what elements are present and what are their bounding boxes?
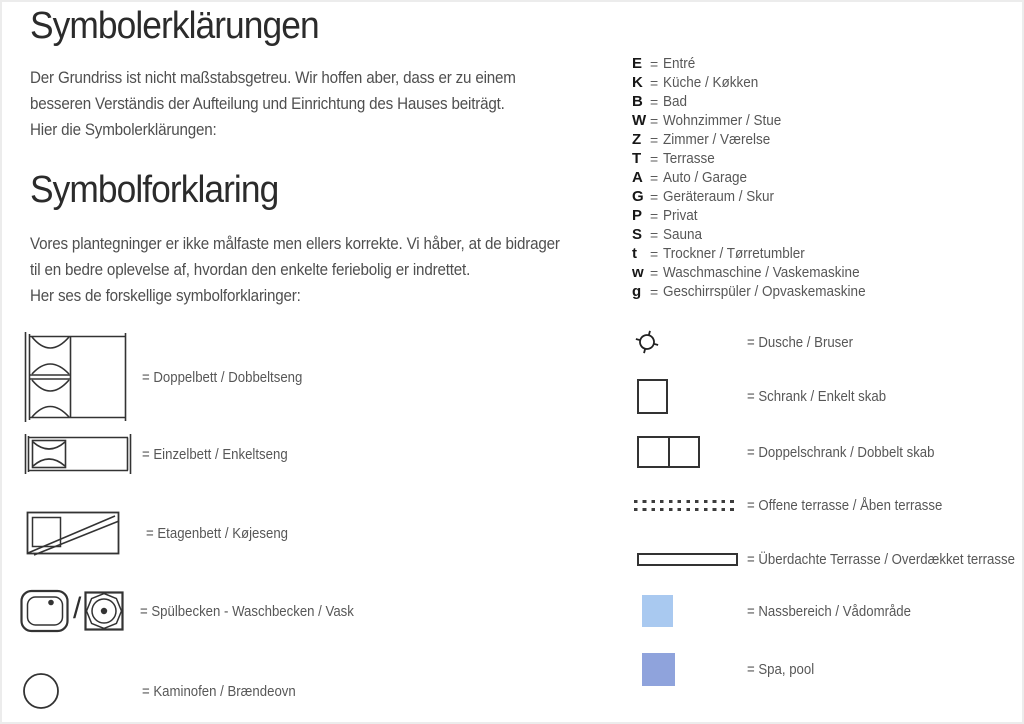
abbreviation-row xyxy=(632,282,888,301)
equals-sign: = xyxy=(650,188,659,205)
equals-sign: = xyxy=(650,112,659,129)
abbreviation-row xyxy=(632,263,888,282)
legend-label: = Offene terrasse / Åben terrasse xyxy=(747,497,943,514)
danish-intro-line: Vores plantegninger er ikke målfaste men ellers korrekte. Vi håber, at de bidrager xyxy=(30,235,560,253)
legend-label: = Etagenbett / Køjeseng xyxy=(146,524,289,542)
abbreviation-meaning: Terrasse xyxy=(663,150,715,167)
single-bed-icon xyxy=(22,434,142,474)
abbreviation-letter: G xyxy=(632,188,644,205)
wet-area-icon xyxy=(634,595,747,627)
legend-row-single-cabinet xyxy=(634,379,905,414)
legend-label: = Nassbereich / Vådområde xyxy=(747,602,911,620)
abbreviation-letter: T xyxy=(632,150,642,167)
legend-row-wet-area xyxy=(634,595,933,627)
abbreviation-meaning: Wohnzimmer / Stue xyxy=(663,112,782,129)
single-cabinet-icon xyxy=(634,379,747,414)
abbreviation-letter: B xyxy=(632,93,643,110)
legend-label: = Überdachte Terrasse / Overdækket terrasse xyxy=(747,551,1015,568)
abbreviation-letter: P xyxy=(632,207,643,224)
abbreviation-meaning: Auto / Garage xyxy=(663,169,748,186)
equals-sign: = xyxy=(650,93,659,110)
spa-pool-icon xyxy=(634,653,747,686)
abbreviation-meaning: Zimmer / Værelse xyxy=(663,131,771,148)
legend-label: = Schrank / Enkelt skab xyxy=(747,388,887,405)
abbreviation-row xyxy=(632,225,888,244)
legend-row-bunk-bed xyxy=(26,510,307,556)
abbreviation-letter: w xyxy=(632,264,644,281)
abbreviation-meaning: Bad xyxy=(663,93,688,110)
legend-row-double-cabinet xyxy=(634,436,960,468)
german-intro xyxy=(30,65,516,143)
legend-row-shower xyxy=(634,329,867,355)
abbreviation-meaning: Waschmaschine / Vaskemaskine xyxy=(663,264,860,281)
legend-label: = Kaminofen / Brændeovn xyxy=(142,682,296,700)
legend-row-open-terrace xyxy=(634,497,969,514)
abbreviation-row xyxy=(632,73,888,92)
legend-row-sink xyxy=(20,589,383,633)
legend-label: = Einzelbett / Enkeltseng xyxy=(142,445,288,463)
abbreviation-row xyxy=(632,130,888,149)
equals-sign: = xyxy=(650,150,659,167)
equals-sign: = xyxy=(650,169,659,186)
legend-row-covered-terrace xyxy=(634,553,1024,566)
legend-label: = Doppelschrank / Dobbelt skab xyxy=(747,443,935,461)
danish-intro-line: til en bedre oplevelse af, hvordan den enkelte feriebolig er indrettet. xyxy=(30,261,471,279)
abbreviation-meaning: Geschirrspüler / Opvaskemaskine xyxy=(663,283,866,300)
legend-label: = Doppelbett / Dobbeltseng xyxy=(142,368,303,386)
abbreviation-row xyxy=(632,54,888,73)
danish-title: Symbolforklaring xyxy=(30,169,279,211)
danish-intro xyxy=(30,231,560,309)
legend-label: = Dusche / Bruser xyxy=(747,333,854,351)
covered-terrace-icon xyxy=(634,553,747,566)
abbreviation-meaning: Küche / Køkken xyxy=(663,74,759,91)
legend-label: = Spülbecken - Waschbecken / Vask xyxy=(140,602,354,620)
equals-sign: = xyxy=(650,74,659,91)
legend-row-double-bed xyxy=(22,332,324,422)
equals-sign: = xyxy=(650,283,659,300)
abbreviation-letter: K xyxy=(632,74,643,91)
abbreviation-letter: S xyxy=(632,226,643,243)
washbasin-icon xyxy=(84,591,124,631)
abbreviation-meaning: Privat xyxy=(663,207,698,224)
abbreviation-row xyxy=(632,187,888,206)
equals-sign: = xyxy=(650,245,659,262)
legend-row-spa-pool xyxy=(634,653,823,686)
abbreviation-meaning: Sauna xyxy=(663,226,703,243)
abbreviation-row xyxy=(632,206,888,225)
double-bed-icon xyxy=(22,332,142,422)
german-intro-line: Der Grundriss ist nicht maßstabsgetreu. Wir hoffen aber, dass er zu einem xyxy=(30,69,516,87)
equals-sign: = xyxy=(650,55,659,72)
abbreviation-letter: g xyxy=(632,283,642,300)
slash-separator: / xyxy=(73,592,82,625)
kitchen-sink-icon xyxy=(20,589,70,633)
shower-icon xyxy=(634,329,747,355)
abbreviation-meaning: Entré xyxy=(663,55,696,72)
abbreviation-meaning: Geräteraum / Skur xyxy=(663,188,775,205)
abbreviation-row xyxy=(632,244,888,263)
bunk-bed-icon xyxy=(26,510,146,556)
wood-stove-icon xyxy=(22,672,142,710)
equals-sign: = xyxy=(650,264,659,281)
open-terrace-icon xyxy=(634,500,747,511)
german-intro-line: Hier die Symbolerklärungen: xyxy=(30,121,217,139)
legend-label: = Spa, pool xyxy=(747,661,815,678)
abbreviation-meaning: Trockner / Tørretumbler xyxy=(663,245,805,262)
legend-row-wood-stove xyxy=(22,672,317,710)
abbreviation-letter: W xyxy=(632,112,647,129)
legend-row-single-bed xyxy=(22,434,308,474)
abbreviation-letter: A xyxy=(632,169,643,186)
danish-intro-line: Her ses de forskellige symbolforklaringer: xyxy=(30,287,301,305)
abbreviation-letter: Z xyxy=(632,131,642,148)
abbreviation-row xyxy=(632,111,888,130)
abbreviation-letter: E xyxy=(632,55,643,72)
abbreviation-row xyxy=(632,168,888,187)
abbreviation-row xyxy=(632,92,888,111)
sink-washbasin-icons xyxy=(20,589,140,633)
equals-sign: = xyxy=(650,207,659,224)
german-title: Symbolerklärungen xyxy=(30,5,319,47)
abbreviation-row xyxy=(632,149,888,168)
abbreviation-list xyxy=(632,54,888,301)
abbreviation-letter: t xyxy=(632,245,637,262)
double-cabinet-icon xyxy=(634,436,747,468)
german-intro-line: besseren Verständis der Aufteilung und Einrichtung des Hauses beiträgt. xyxy=(30,95,505,113)
equals-sign: = xyxy=(650,226,659,243)
equals-sign: = xyxy=(650,131,659,148)
